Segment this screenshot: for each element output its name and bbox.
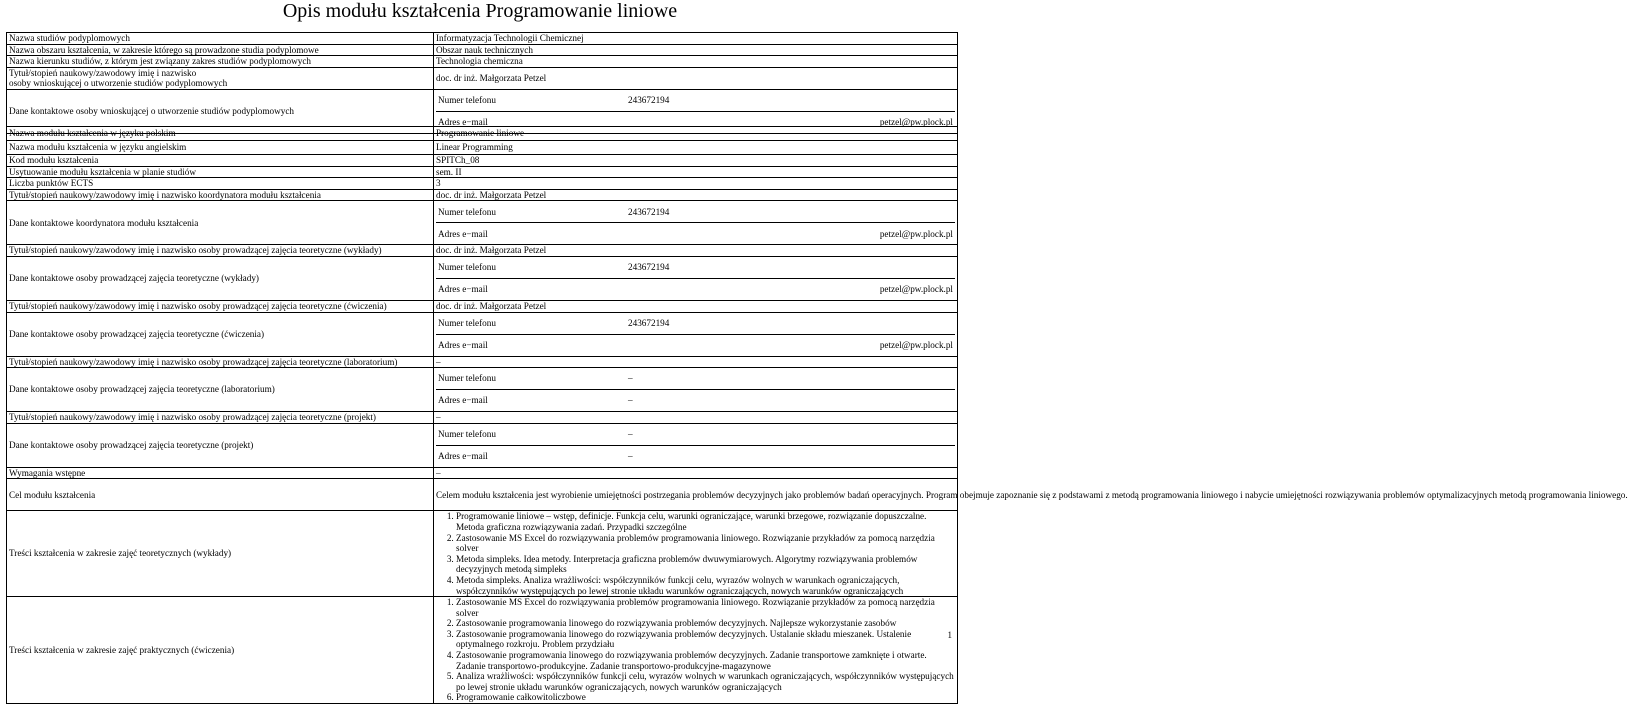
phone-label: Numer telefonu (436, 257, 626, 279)
list-item: 2. Zastosowanie programowania linowego do rozwiązywania problemów decyzyjnych. Najlepsze wykorzystanie zasobów (456, 618, 955, 629)
phone-value: 243672194 (626, 201, 955, 223)
exercise-content (434, 597, 958, 704)
module-value: doc. dr inż. Małgorzata Petzel (434, 300, 958, 312)
module-row (7, 479, 958, 511)
module-label: Treści kształcenia w zakresie zajęć teoretycznych (wykłady) (7, 511, 434, 597)
header-row (7, 33, 958, 45)
module-goal: Celem modułu kształcenia jest wyrobienie umiejętności postrzegania problemów decyzyjnych jako problemów badań operacyjnych. Program obejmuje zapoznanie się z podstawami z metodą programowania liniowego i nabycie umiejętności rozwiązywania problemów optymalizacyjnych metodą programowania liniowego. (434, 479, 958, 511)
module-label: Tytuł/stopień naukowy/zawodowy imię i nazwisko osoby prowadzącej zajęcia teoretyczne (laboratorium) (7, 356, 434, 368)
module-label: Liczba punktów ECTS (7, 178, 434, 190)
module-row (7, 300, 958, 312)
module-label: Dane kontaktowe osoby prowadzącej zajęcia teoretyczne (projekt) (7, 423, 434, 467)
exercise-topics (436, 597, 955, 703)
module-value: sem. II (434, 166, 958, 178)
module-label: Cel modułu kształcenia (7, 479, 434, 511)
module-row (7, 141, 958, 155)
module-label: Tytuł/stopień naukowy/zawodowy imię i nazwisko osoby prowadzącej zajęcia teoretyczne (ćwiczenia) (7, 300, 434, 312)
module-row (7, 467, 958, 479)
email-value: petzel@pw.plock.pl (879, 117, 953, 128)
phone-label: Numer telefonu (436, 368, 626, 390)
module-label: Wymagania wstępne (7, 467, 434, 479)
module-table (6, 126, 1628, 704)
header-table (6, 32, 958, 134)
header-row (7, 44, 958, 56)
module-row (7, 511, 958, 597)
module-row (7, 189, 958, 201)
list-item: 4. Metoda simpleks. Analiza wrażliwości: współczynników funkcji celu, wyrazów wolnych w warunkach ograniczających, współczynników występujących po lewej stronie układu warunków ograniczających, nowych warunków ograniczających (456, 575, 955, 596)
module-row (7, 166, 958, 178)
module-label: Dane kontaktowe osoby prowadzącej zajęcia teoretyczne (ćwiczenia) (7, 312, 434, 356)
email-value: petzel@pw.plock.pl (879, 228, 953, 239)
module-row (7, 368, 958, 412)
module-label: Kod modułu kształcenia (7, 155, 434, 167)
module-row (7, 356, 958, 368)
email-label: Adres e−mail (438, 395, 488, 406)
lecture-content (434, 511, 958, 597)
module-row (7, 423, 958, 467)
header-label: Nazwa kierunku studiów, z którym jest związany zakres studiów podyplomowych (7, 56, 434, 68)
module-label: Nazwa modułu kształcenia w języku polskim (7, 127, 434, 141)
module-row (7, 201, 958, 245)
phone-value: – (626, 424, 955, 446)
module-value: SPITCh_08 (434, 155, 958, 167)
header-value: Technologia chemiczna (434, 56, 958, 68)
phone-label: Numer telefonu (436, 201, 626, 223)
module-row (7, 245, 958, 257)
contact-cell (434, 368, 958, 412)
list-item: 2. Zastosowanie MS Excel do rozwiązywania problemów programowania liniowego. Rozwiązanie przykładów za pomocą narzędzia solver (456, 533, 955, 554)
module-row (7, 412, 958, 424)
email-value: petzel@pw.plock.pl (879, 339, 953, 350)
page-title: Opis modułu kształcenia Programowanie liniowe (282, 0, 678, 22)
lecture-topics (436, 511, 955, 596)
phone-value: – (626, 368, 955, 390)
module-row (7, 155, 958, 167)
contact-cell (434, 423, 958, 467)
module-label: Dane kontaktowe osoby prowadzącej zajęcia teoretyczne (wykłady) (7, 256, 434, 300)
header-label: Nazwa studiów podyplomowych (7, 33, 434, 45)
page-number: 1 (947, 630, 952, 640)
phone-value: 243672194 (626, 90, 955, 112)
email-value: – (628, 395, 633, 406)
list-item: 6. Programowanie całkowitoliczbowe (456, 692, 955, 703)
module-value: Linear Programming (434, 141, 958, 155)
email-label: Adres e−mail (438, 228, 488, 239)
list-item: 3. Metoda simpleks. Idea metody. Interpretacja graficzna problemów dwuwymiarowych. Algorytmy rozwiązywania problemów decyzyjnych metodą simpleks (456, 554, 955, 575)
contact-cell (434, 256, 958, 300)
module-label: Treści kształcenia w zakresie zajęć praktycznych (ćwiczenia) (7, 597, 434, 704)
module-value: – (434, 356, 958, 368)
module-value: doc. dr inż. Małgorzata Petzel (434, 245, 958, 257)
module-value: – (434, 412, 958, 424)
list-item: 4. Zastosowanie programowania linowego do rozwiązywania problemów decyzyjnych. Zadanie transportowe zamknięte i otwarte. Zadanie transportowo-produkcyjne. Zadanie transportowo-produkcyjne-magazynowe (456, 650, 955, 671)
phone-label: Numer telefonu (436, 424, 626, 446)
module-value: doc. dr inż. Małgorzata Petzel (434, 189, 958, 201)
applicant-contact-label: Dane kontaktowe osoby wnioskującej o utworzenie studiów podyplomowych (7, 89, 434, 133)
module-label: Tytuł/stopień naukowy/zawodowy imię i nazwisko koordynatora modułu kształcenia (7, 189, 434, 201)
module-label: Tytuł/stopień naukowy/zawodowy imię i nazwisko osoby prowadzącej zajęcia teoretyczne (projekt) (7, 412, 434, 424)
email-value: petzel@pw.plock.pl (879, 284, 953, 295)
email-label: Adres e−mail (438, 450, 488, 461)
module-label: Usytuowanie modułu kształcenia w planie studiów (7, 166, 434, 178)
header-value: Informatyzacja Technologii Chemicznej (434, 33, 958, 45)
module-row (7, 256, 958, 300)
module-label: Dane kontaktowe osoby prowadzącej zajęcia teoretyczne (laboratorium) (7, 368, 434, 412)
email-label: Adres e−mail (438, 284, 488, 295)
contact-cell (434, 201, 958, 245)
module-row (7, 312, 958, 356)
contact-cell (434, 312, 958, 356)
module-value: – (434, 467, 958, 479)
phone-label: Numer telefonu (436, 313, 626, 335)
applicant-label-line: osoby wnioskującej o utworzenie studiów podyplomowych (9, 78, 228, 89)
header-value: Obszar nauk technicznych (434, 44, 958, 56)
header-label: Nazwa obszaru kształcenia, w zakresie którego są prowadzone studia podyplomowe (7, 44, 434, 56)
phone-value: 243672194 (626, 257, 955, 279)
applicant-label (7, 67, 434, 89)
module-row (7, 178, 958, 190)
list-item: 1. Programowanie liniowe – wstęp, definicje. Funkcja celu, warunki ograniczające, warunki brzegowe, rozwiązanie dopuszczalne. Metoda graficzna rozwiązywania zadań. Przypadki szczególne (456, 511, 955, 532)
list-item: 3. Zastosowanie programowania linowego do rozwiązywania problemów decyzyjnych. Ustalanie składu mieszanek. Ustalenie optymalnego rozkroju. Problem przydziału (456, 629, 955, 650)
module-value: 3 (434, 178, 958, 190)
applicant-row (7, 67, 958, 89)
module-label: Nazwa modułu kształcenia w języku angielskim (7, 141, 434, 155)
header-row (7, 56, 958, 68)
list-item: 1. Zastosowanie MS Excel do rozwiązywania problemów programowania liniowego. Rozwiązanie przykładów za pomocą narzędzia solver (456, 597, 955, 618)
applicant-value: doc. dr inż. Małgorzata Petzel (434, 67, 958, 89)
applicant-label-line: Tytuł/stopień naukowy/zawodowy imię i nazwisko (9, 67, 197, 78)
email-value: – (628, 450, 633, 461)
module-row (7, 127, 958, 141)
module-label: Tytuł/stopień naukowy/zawodowy imię i nazwisko osoby prowadzącej zajęcia teoretyczne (wykłady) (7, 245, 434, 257)
phone-value: 243672194 (626, 313, 955, 335)
module-value: Programowanie liniowe (434, 127, 958, 141)
list-item: 5. Analiza wrażliwości: współczynników funkcji celu, wyrazów wolnych w warunkach ograniczających, współczynników występujących po lewej stronie układu warunków ograniczających, nowych warunków ograniczających (456, 671, 955, 692)
module-label: Dane kontaktowe koordynatora modułu kształcenia (7, 201, 434, 245)
module-row (7, 597, 958, 704)
email-label: Adres e−mail (438, 117, 488, 128)
email-label: Adres e−mail (438, 339, 488, 350)
phone-label: Numer telefonu (436, 90, 626, 112)
